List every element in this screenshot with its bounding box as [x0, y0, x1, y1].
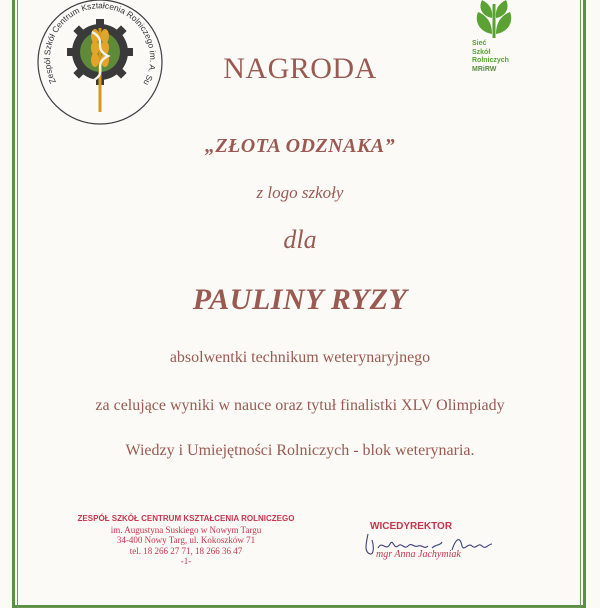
org-logo-line4: MRiRW [472, 65, 497, 73]
body-line-3: Wiedzy i Umiejętności Rolniczych - blok weterynaria. [125, 442, 475, 459]
signatory-title: WICEDYREKTOR [370, 521, 453, 532]
school-stamp [58, 514, 314, 567]
stamp-address: 34-400 Nowy Targ, ul. Kokoszków 71 [116, 535, 256, 545]
stamp-school-name: ZESPÓŁ SZKÓŁ CENTRUM KSZTAŁCENIA ROLNICZEGO [77, 514, 295, 523]
certificate-title: NAGRODA [223, 52, 377, 85]
body-line-1: absolwentki technikum weterynaryjnego [169, 349, 431, 366]
award-logo-line: z logo szkoły [256, 183, 344, 202]
signatory-name: mgr Anna Jachymiak [376, 549, 461, 560]
for-word: dla [283, 225, 317, 254]
stamp-patron: im. Augustyna Suskiego w Nowym Targu [110, 524, 262, 535]
org-logo-line3: Rolniczych [472, 57, 509, 64]
org-logo-line1: Sieć [472, 40, 487, 47]
award-name: „ZŁOTA ODZNAKA” [204, 135, 396, 157]
stamp-mark: -1- [180, 556, 192, 566]
stamp-phone: tel. 18 266 27 71, 18 266 36 47 [129, 545, 243, 556]
recipient-name: PAULINY RYZY [192, 283, 408, 316]
body-line-2: za celujące wyniki w nauce oraz tytuł finalistki XLV Olimpiady [95, 397, 505, 414]
seal-text: Zespół Szkół Centrum Kształcenia Rolniczego im. A. Su [41, 0, 159, 88]
org-logo-line2: Szkół [472, 48, 491, 56]
plant-leaves-icon [458, 0, 530, 40]
